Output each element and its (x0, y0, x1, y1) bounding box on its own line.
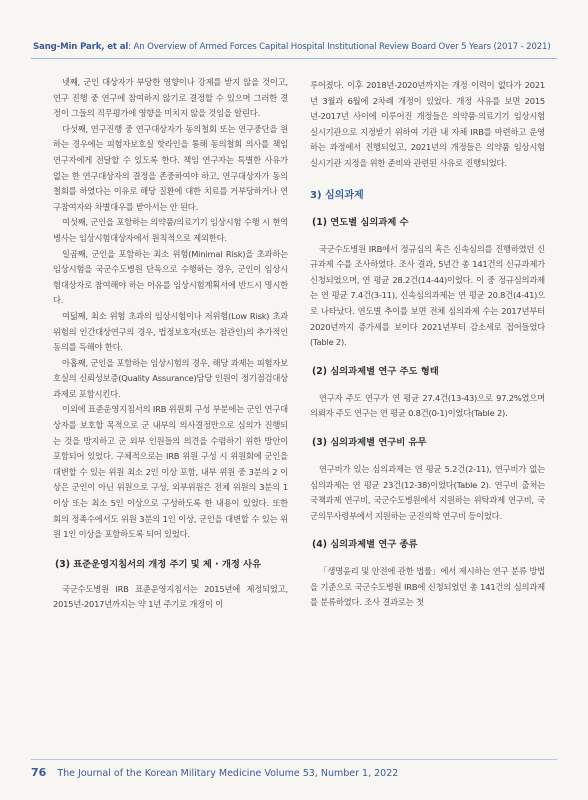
subsection-heading: (3) 표준운영지침서의 개정 주기 및 제 · 개정 사유 (55, 558, 262, 570)
journal-name: The Journal of the Korean Military Medicine (57, 768, 262, 779)
body-paragraph: 연구비가 있는 심의과제는 연 평균 5.2건(2-11), 연구비가 없는 심의과제는 연 평균 23건(12-38)이었다(Table 2). 연구비 출처는 국책과제 연구비, 국군수도병원에서 지원하는 위탁과제 연구비, 국군의무사령부에서 지원하는 군진의학 연구비 등이었다. (310, 463, 545, 521)
subsection-heading: (3) 심의과제별 연구비 유무 (312, 436, 427, 448)
subsection-heading: (4) 심의과제별 연구 종류 (312, 539, 418, 551)
left-column (53, 75, 288, 613)
body-paragraph: 「생명윤리 및 안전에 관한 법률」에서 제시하는 연구 분류 방법을 기준으로 국군수도병원 IRB에 신청되었던 총 141건의 심의과제를 분류하였다. 조사 결과로는 첫 (310, 566, 545, 608)
header-rule (31, 58, 557, 59)
subsection-heading: (2) 심의과제별 연구 주도 형태 (312, 365, 439, 377)
body-paragraph: 이외에 표준운영지침서의 IRB 위원회 구성 부분에는 군인 연구대상자를 보호할 목적으로 군 내부의 의사결정만으로 심의가 진행되는 것을 방지하고 군 외부 인원들의 의견을 수렴하기 위한 방안이 포함되어 있었다. 구체적으로는 IRB 위원 구성 시 위원회에 군인을 대변할 수 있는 위원 최소 2인 이상 포함, 내부 위원 중 3분의 2 이상은 군인이 아닌 위원으로 구성, 외부위원은 전체 위원의 3분의 1 이상 또는 최소 5인 이상으로 구성하도록 한 내용이 있었다. 또한 회의 정족수에서도 위원 3분의 1인 이상, 군인을 대변할 수 있는 위원 1인 이상을 포함하도록 되어 있었다. (53, 404, 288, 540)
journal-volume: Volume 53, Number 1, 2022 (264, 768, 399, 779)
body-paragraph: 여덟째, 최소 위험 초과의 임상시험이나 저위험(Low Risk) 초과 위험의 인간대상연구의 경우, 법정보호자(또는 참관인)의 추가적인 동의를 득해야 한다. (53, 310, 288, 353)
header-title: : An Overview of Armed Forces Capital Hospital Institutional Review Board Over 5 Years (2017 - 2021) (128, 42, 551, 52)
page-number: 76 (31, 766, 47, 779)
body-paragraph: 루어졌다. 이후 2018년-2020년까지는 개정 이력이 없다가 2021년 3월과 6월에 2차례 개정이 있었다. 개정 사유를 보면 2015년-2017년 사이에 이루어진 개정들은 의약품·의료기기 임상시험 실시기관으로 지정받기 위하여 기관 내 자체 IRB를 마련하고 운영하는 과정에서 진행되었고, 2021년의 개정들은 의약품 임상시험 실시기관 지정을 위한 준비와 관련된 사유로 진행되었다. (310, 80, 545, 168)
body-paragraph: 아홉째, 군인을 포함하는 임상시험의 경우, 해당 과제는 피험자보호실의 신뢰성보증(Quality Assurance)담당 인원이 정기점검대상과제로 포함시킨다. (53, 357, 288, 399)
body-paragraph: 넷째, 군인 대상자가 부당한 영향이나 강제를 받지 않을 것이고, 연구 진행 중 연구에 참여하지 않기로 결정할 수 있으며 그러한 결정이 그들의 직무평가에 영향을 미치지 않을 것임을 알린다. (53, 77, 288, 119)
page-footer (31, 766, 398, 779)
body-paragraph: 일곱째, 군인을 포함하는 최소 위험(Minimal Risk)을 초과하는 임상시험을 국군수도병원 단독으로 수행하는 경우, 군인이 임상시험대상자로 참여해야 하는 이유를 임상시험계획서에 반드시 명시한다. (53, 248, 288, 306)
body-paragraph: 국군수도병원 IRB에서 정규심의 혹은 신속심의를 진행하였던 신규과제 수를 조사하였다. 조사 결과, 5년간 총 141건의 신규과제가 신청되었으며, 연 평균 28.2건(14-44)이었다. 이 중 정규심의과제는 연 평균 7.4건(3-11), 신속심의과제는 연 평균 20.8건(4-41)으로 나타났다. 연도별 추이를 보면 전체 심의과제 수는 2017년부터 2020년까지 증가세를 보이다 2021년부터 감소세로 접어들었다(Table 2). (310, 243, 545, 348)
body-paragraph: 여섯째, 군인을 포함하는 의약품/의료기기 임상시험 수행 시 현역병사는 임상시험대상자에서 원칙적으로 제외한다. (53, 217, 288, 243)
header-authors: Sang-Min Park, et al (33, 42, 129, 52)
section-heading: 3) 심의과제 (310, 189, 364, 201)
body-paragraph: 다섯째, 연구진행 중 연구대상자가 동의철회 또는 연구중단을 원하는 경우에는 피험자보호실 핫라인을 통해 동의철회 의사를 책임연구자에게 전달할 수 있도록 한다. 책임 연구자는 특별한 사유가 없는 한 연구대상자의 결정을 존중하여야 하고, 연구대상자가 동의철회를 하였다는 이유로 해당 질환에 대한 치료를 거부당하거나 연구참여자와 차별대우를 받아서는 안 된다. (53, 123, 288, 212)
body-paragraph: 국군수도병원 IRB 표준운영지침서는 2015년에 제정되었고, 2015년-2017년까지는 약 1년 주기로 개정이 이 (53, 583, 288, 610)
running-header (33, 42, 555, 52)
footer-rule (31, 759, 557, 760)
body-paragraph: 연구자 주도 연구가 연 평균 27.4건(13-43)으로 97.2%였으며 의뢰자 주도 연구는 연 평균 0.8건(0-1)이었다(Table 2). (310, 392, 545, 419)
right-column (310, 78, 545, 611)
subsection-heading: (1) 연도별 심의과제 수 (312, 216, 409, 228)
